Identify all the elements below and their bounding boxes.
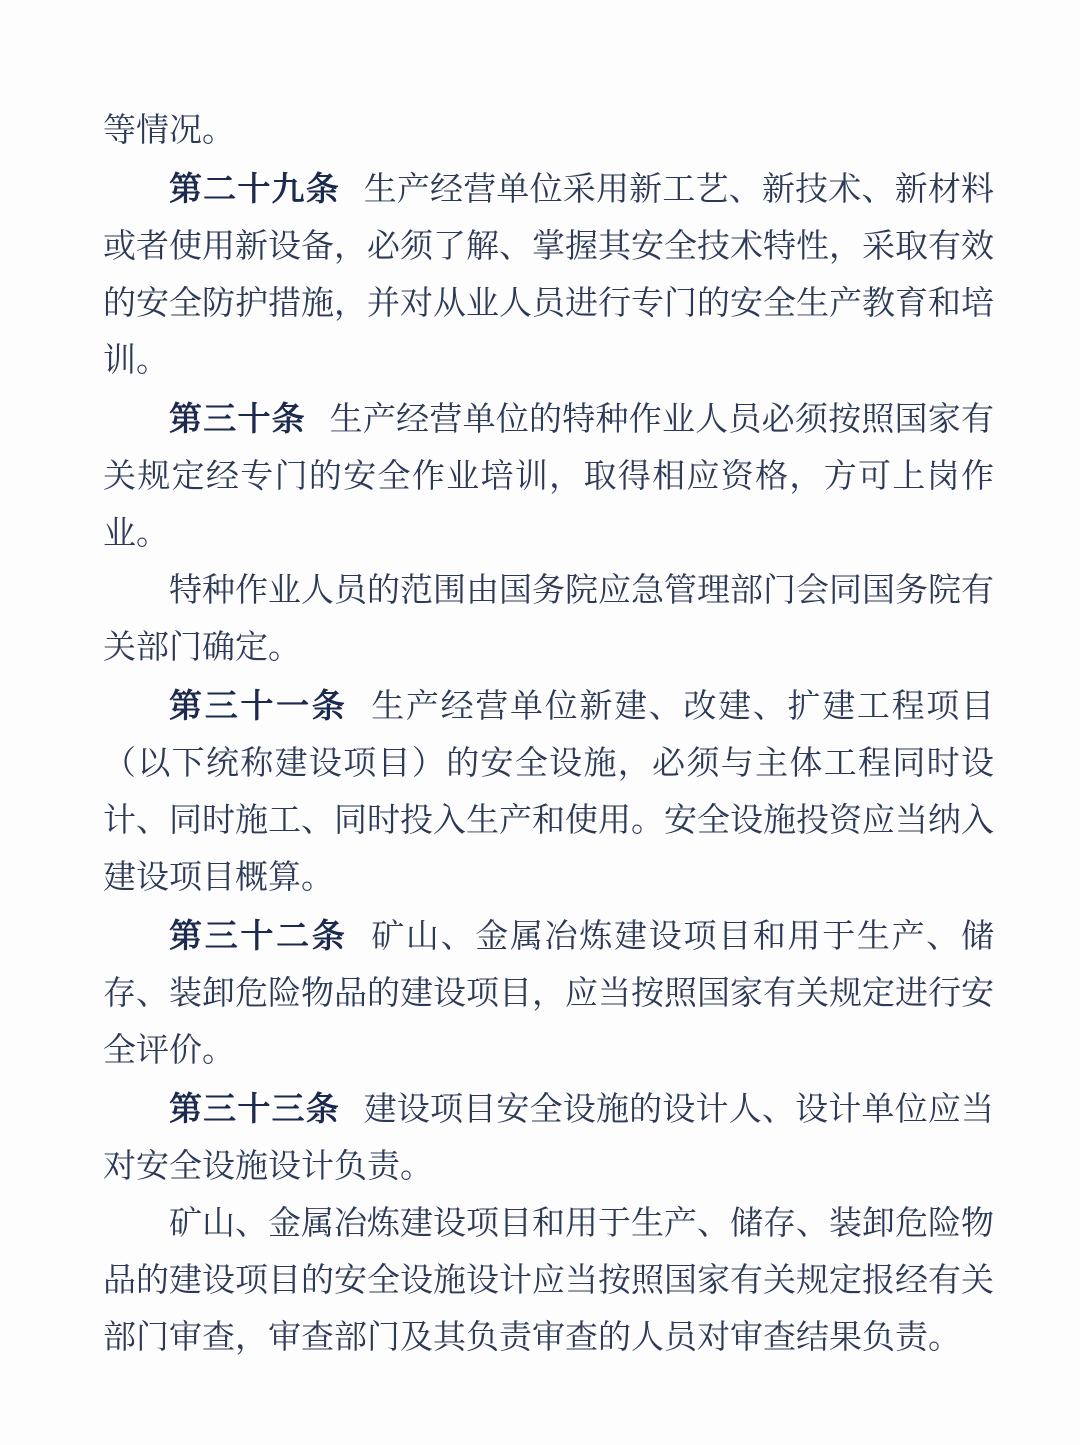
paragraph-text: 建设项目安全设施的设计人、设计单位应当对安全设施设计负责。 <box>103 1092 995 1185</box>
law-paragraph <box>103 390 994 563</box>
paragraph-text: 特种作业人员的范围由国务院应急管理部门会同国务院有关部门确定。 <box>103 573 994 666</box>
paragraph-text: 矿山、金属冶炼建设项目和用于生产、储存、装卸危险物品的建设项目，应当按照国家有关规定进行安全评价。 <box>103 919 995 1069</box>
paragraph-text: 生产经营单位新建、改建、扩建工程项目（以下统称建设项目）的安全设施，必须与主体工程同时设计、同时施工、同时投入生产和使用。安全设施投资应当纳入建设项目概算。 <box>103 689 995 896</box>
paragraph-text: 矿山、金属冶炼建设项目和用于生产、储存、装卸危险物品的建设项目的安全设施设计应当按照国家有关规定报经有关部门审查，审查部门及其负责审查的人员对审查结果负责。 <box>103 1206 994 1356</box>
law-paragraph <box>103 677 994 907</box>
paragraph-text: 生产经营单位采用新工艺、新技术、新材料或者使用新设备，必须了解、掌握其安全技术特性，采取有效的安全防护措施，并对从业人员进行专门的安全生产教育和培训。 <box>103 172 995 379</box>
law-paragraph <box>103 1196 994 1367</box>
law-paragraph <box>103 563 994 677</box>
article-number: 第三十一条 <box>169 687 348 724</box>
paragraph-text: 等情况。 <box>103 113 235 149</box>
law-paragraph <box>103 1080 994 1196</box>
paragraph-text: 生产经营单位的特种作业人员必须按照国家有关规定经专门的安全作业培训，取得相应资格，方可上岗作业。 <box>103 402 995 552</box>
law-paragraph <box>103 103 994 160</box>
article-number: 第二十九条 <box>169 170 340 207</box>
article-number: 第三十条 <box>169 400 306 437</box>
law-paragraph <box>103 160 994 390</box>
law-paragraph <box>103 907 994 1080</box>
document-body <box>103 103 994 1367</box>
article-number: 第三十二条 <box>169 917 348 954</box>
article-number: 第三十三条 <box>169 1090 340 1127</box>
